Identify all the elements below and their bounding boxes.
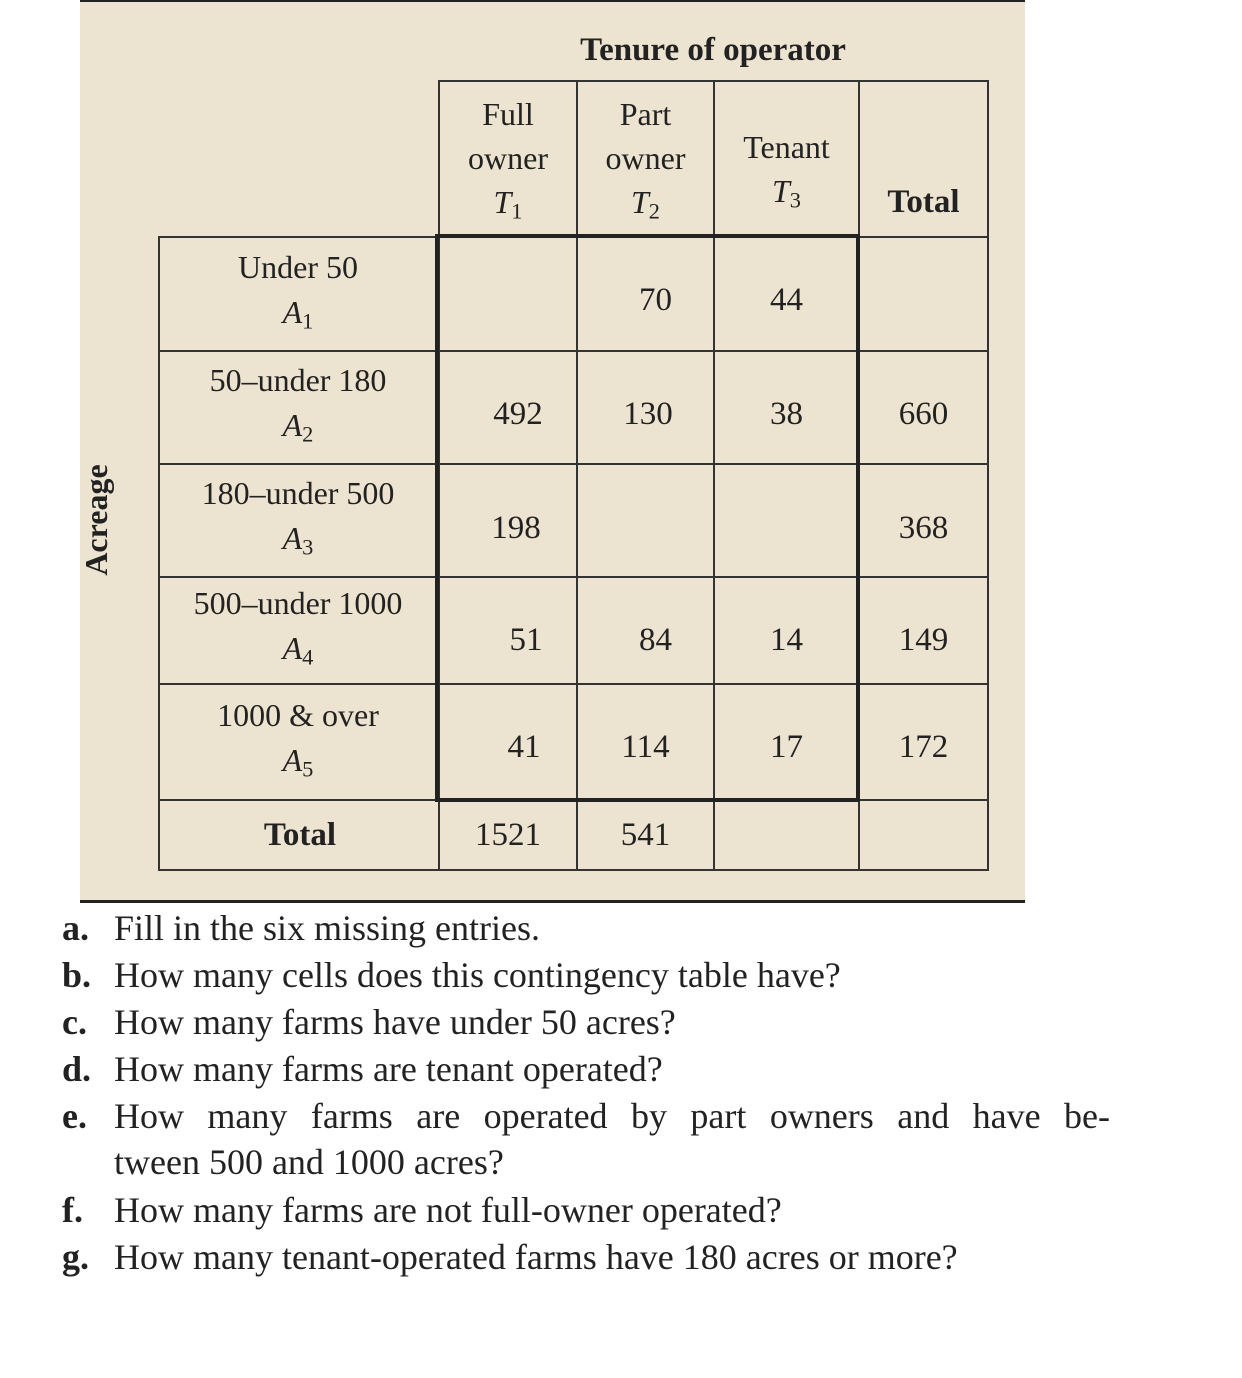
table-cell: 17 bbox=[770, 728, 803, 765]
table-cell bbox=[578, 478, 713, 578]
table-cell: 492 bbox=[493, 395, 543, 432]
row-header-a2: 50–under 180 $A_2$ bbox=[209, 362, 387, 447]
column-header-total: Total bbox=[887, 183, 960, 220]
table-cell: 1521 bbox=[475, 816, 541, 853]
row-header-a1: Under 50 $A_1$ bbox=[238, 248, 358, 334]
question-d: d. How many farms are tenant operated? bbox=[62, 1049, 663, 1089]
row-header-a5: 1000 & over $A_5$ bbox=[217, 696, 379, 782]
table-cell: 51 bbox=[509, 621, 543, 658]
table-cell: 38 bbox=[770, 395, 803, 432]
table-cell bbox=[440, 238, 576, 350]
column-header-full-owner: Full owner $T_1$ bbox=[468, 95, 548, 224]
table-cell: 44 bbox=[770, 281, 803, 318]
table-cell: 541 bbox=[620, 816, 671, 853]
grid-line bbox=[158, 869, 989, 871]
row-header-a3: 180–under 500 $A_3$ bbox=[201, 475, 395, 560]
table-cell: 70 bbox=[639, 281, 672, 318]
row-header-a4: 500–under 1000 $A_4$ bbox=[193, 585, 403, 670]
table-cell: 41 bbox=[507, 728, 541, 765]
column-header-part-owner: Part owner $T_2$ bbox=[605, 95, 686, 224]
acreage-axis-label: Acreage bbox=[78, 464, 114, 576]
row-header-total: Total bbox=[263, 816, 337, 853]
table-cell: 368 bbox=[898, 509, 949, 546]
table-cell bbox=[715, 478, 858, 578]
table-cell: 149 bbox=[898, 621, 949, 658]
table-cell: 198 bbox=[491, 509, 541, 546]
question-e-text-continued: tween 500 and 1000 acres? bbox=[114, 1142, 504, 1182]
question-e-text: How many farms are operated by part owners and have be- bbox=[114, 1096, 1110, 1136]
table-title: Tenure of operator bbox=[580, 31, 846, 68]
question-a: a. Fill in the six missing entries. bbox=[62, 908, 541, 948]
question-g: g. How many tenant-operated farms have 180 acres or more? bbox=[62, 1237, 958, 1277]
table-cell: 14 bbox=[770, 621, 803, 658]
column-header-tenant: Tenant $T_3$ bbox=[743, 129, 830, 213]
grid-line bbox=[987, 80, 989, 871]
table-cell: 114 bbox=[621, 728, 670, 765]
question-e: e. bbox=[62, 1096, 87, 1136]
question-f: f. How many farms are not full-owner operated? bbox=[62, 1190, 782, 1230]
table-cell: 172 bbox=[898, 728, 949, 765]
table-cell bbox=[860, 238, 987, 350]
table-cell: 130 bbox=[623, 395, 673, 432]
table-cell: 84 bbox=[639, 621, 672, 658]
question-b: b. How many cells does this contingency table have? bbox=[62, 955, 841, 995]
table-cell bbox=[715, 801, 858, 869]
question-c: c. How many farms have under 50 acres? bbox=[62, 1002, 676, 1042]
table-cell bbox=[860, 801, 987, 869]
table-cell: 660 bbox=[898, 395, 949, 432]
